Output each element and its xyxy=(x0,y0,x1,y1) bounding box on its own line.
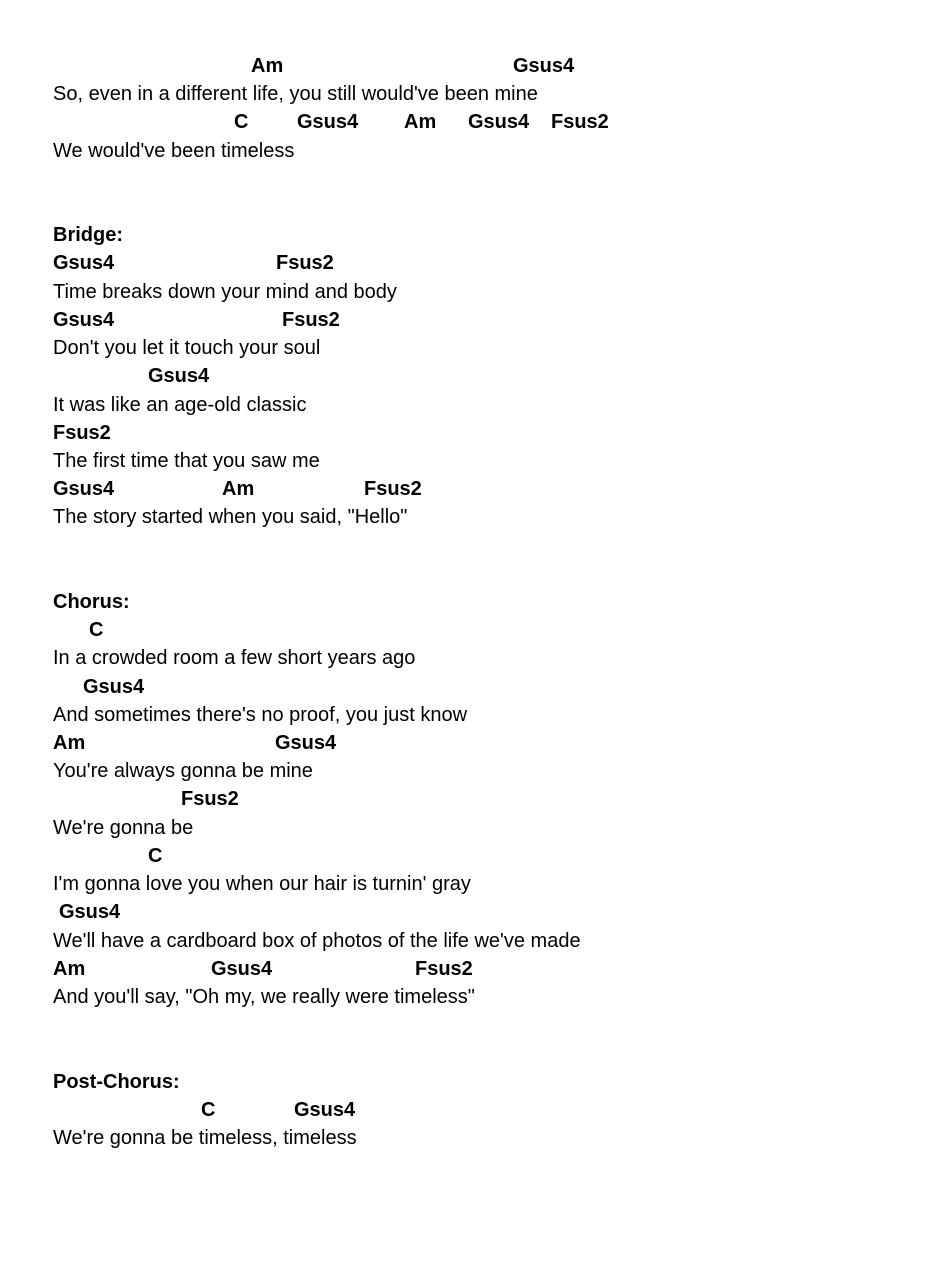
lyric-line: Don't you let it touch your soul xyxy=(53,337,321,359)
chord: C xyxy=(234,111,249,133)
chord-line xyxy=(0,475,946,503)
section-heading-bridge: Bridge: xyxy=(53,224,123,246)
lyric-line: In a crowded room a few short years ago xyxy=(53,647,416,669)
chord: Fsus2 xyxy=(276,252,334,274)
chord: Gsus4 xyxy=(468,111,530,133)
chord: Fsus2 xyxy=(181,788,239,810)
lyric-line: And sometimes there's no proof, you just know xyxy=(53,704,468,726)
chord-line xyxy=(0,1096,946,1124)
chord: Fsus2 xyxy=(364,478,422,500)
chord-line xyxy=(0,673,946,701)
lyric-line: The story started when you said, "Hello" xyxy=(53,506,408,528)
chord: Gsus4 xyxy=(53,252,115,274)
chord-line xyxy=(0,729,946,757)
chord: Am xyxy=(404,111,437,133)
chord: Gsus4 xyxy=(59,901,121,923)
chord-line xyxy=(0,249,946,277)
chord: Am xyxy=(251,55,284,77)
chord: Fsus2 xyxy=(415,958,473,980)
chord: Am xyxy=(53,958,86,980)
chord: Am xyxy=(222,478,255,500)
chord: Am xyxy=(53,732,86,754)
chord: C xyxy=(148,845,163,867)
chord-line xyxy=(0,108,946,136)
chord: Fsus2 xyxy=(53,422,111,444)
chord: Gsus4 xyxy=(275,732,337,754)
chord-line xyxy=(0,842,946,870)
lyric-line: It was like an age-old classic xyxy=(53,394,307,416)
chord-line xyxy=(0,52,946,80)
chord: C xyxy=(89,619,104,641)
chord: Gsus4 xyxy=(148,365,210,387)
chord: Fsus2 xyxy=(282,309,340,331)
chord: Gsus4 xyxy=(211,958,273,980)
lyric-line: The first time that you saw me xyxy=(53,450,320,472)
chord: C xyxy=(201,1099,216,1121)
chord-line xyxy=(0,616,946,644)
lyric-line: We're gonna be timeless, timeless xyxy=(53,1127,357,1149)
lyric-line: Time breaks down your mind and body xyxy=(53,281,397,303)
chord: Gsus4 xyxy=(513,55,575,77)
lyric-line: So, even in a different life, you still would've been mine xyxy=(53,83,538,105)
chord: Gsus4 xyxy=(53,309,115,331)
chord-line xyxy=(0,306,946,334)
lyric-line: You're always gonna be mine xyxy=(53,760,313,782)
chord: Gsus4 xyxy=(83,676,145,698)
section-heading-post-chorus: Post-Chorus: xyxy=(53,1071,180,1093)
chord: Gsus4 xyxy=(294,1099,356,1121)
chord-line xyxy=(0,785,946,813)
chord-line xyxy=(0,362,946,390)
chord: Fsus2 xyxy=(551,111,609,133)
section-heading-chorus: Chorus: xyxy=(53,591,130,613)
chord-line xyxy=(0,955,946,983)
lyric-line: And you'll say, "Oh my, we really were timeless" xyxy=(53,986,475,1008)
chord: Gsus4 xyxy=(53,478,115,500)
chord: Gsus4 xyxy=(297,111,359,133)
lyric-line: We'll have a cardboard box of photos of the life we've made xyxy=(53,930,581,952)
lyric-line: I'm gonna love you when our hair is turnin' gray xyxy=(53,873,471,895)
lyric-line: We're gonna be xyxy=(53,817,194,839)
chord-line xyxy=(0,419,946,447)
lyric-line: We would've been timeless xyxy=(53,140,295,162)
chord-line xyxy=(0,898,946,926)
